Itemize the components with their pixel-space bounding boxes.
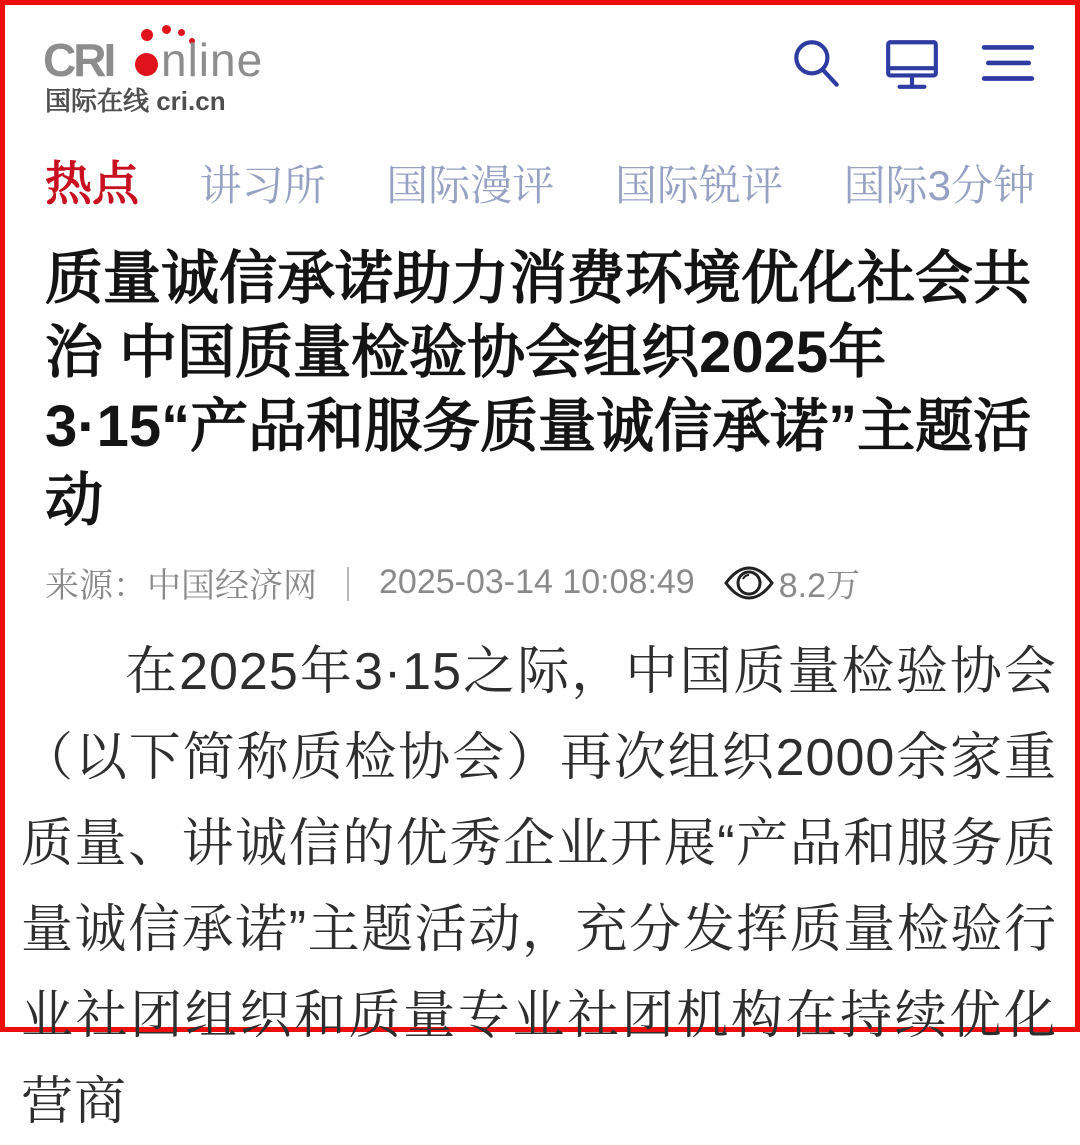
logo-dot-icon — [141, 29, 153, 41]
header-actions — [787, 35, 1037, 93]
menu-icon[interactable] — [979, 35, 1037, 93]
nav-tab-3min[interactable]: 国际3分钟 — [843, 162, 1035, 209]
views-counter — [723, 558, 860, 607]
nav-tab-hotspot[interactable]: 热点 — [45, 157, 139, 210]
nav-tab-lecture[interactable]: 讲习所 — [199, 162, 326, 209]
article-meta — [5, 558, 1075, 607]
logo-o-dot-icon — [135, 53, 158, 76]
eye-views-icon — [723, 564, 775, 602]
article-body: 在2025年3·15之际，中国质量检验协会（以下简称质检协会）再次组织2000余家重质量、讲诚信的优秀企业开展“产品和服务质量诚信承诺”主题活动，充分发挥质量检验行业社团组织和质量专业社团机构在持续优化营商 — [21, 643, 1057, 1131]
header — [5, 5, 1075, 116]
meta-separator: ｜ — [331, 567, 365, 605]
search-icon[interactable] — [787, 35, 845, 93]
nav-tab-cartoon-review[interactable]: 国际漫评 — [386, 162, 555, 209]
cri-online-logo[interactable] — [43, 27, 303, 116]
article-source: 来源：中国经济网 — [45, 567, 317, 605]
logo-tagline: 国际在线 cri.cn — [45, 86, 226, 116]
views-count: 8.2万 — [778, 567, 860, 605]
monitor-icon[interactable] — [883, 35, 941, 93]
logo-cri-text: CRI — [43, 34, 114, 86]
logo-online-text: nline — [161, 34, 264, 86]
channel-nav — [5, 147, 1075, 214]
nav-tab-sharp-review[interactable]: 国际锐评 — [614, 162, 783, 209]
article-datetime: 2025-03-14 10:08:49 — [379, 563, 695, 601]
article-title: 质量诚信承诺助力消费环境优化社会共治 中国质量检验协会组织2025年3·15“产品和服务质量诚信承诺”主题活动 — [45, 246, 1032, 533]
